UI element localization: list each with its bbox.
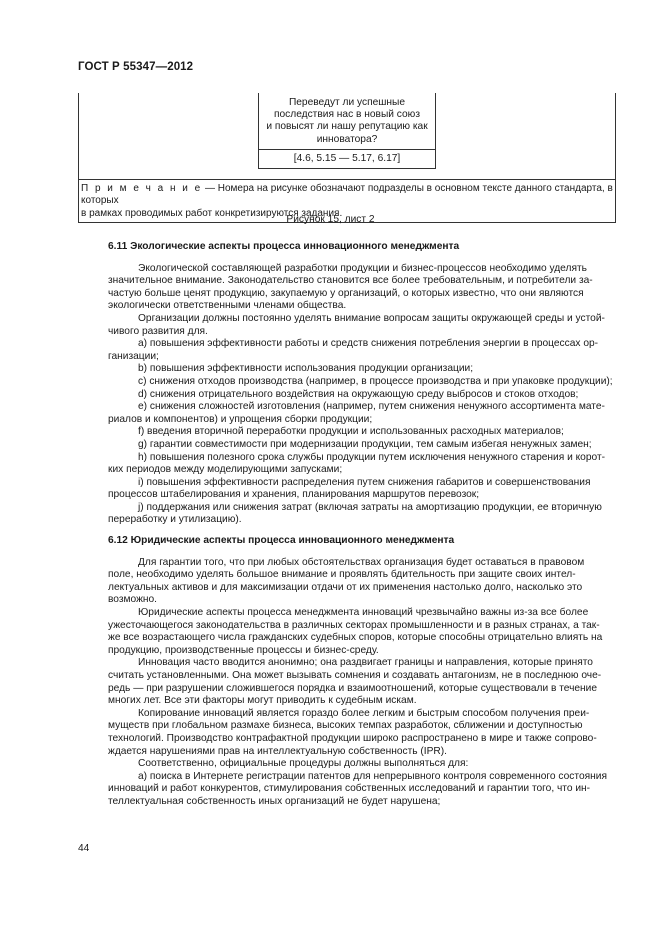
paragraph bbox=[78, 607, 614, 657]
section-heading: 6.12 Юридические аспекты процесса инновационного менеджмента bbox=[108, 535, 455, 547]
list-item bbox=[78, 452, 614, 477]
list-item bbox=[78, 477, 614, 502]
text-line: инноваций и работ конкурентов, стимулирования собственных исследований и гарантии того, что ин- bbox=[108, 783, 591, 795]
text-line: риалов и компонентов) и упрощения сборки продукции; bbox=[108, 413, 373, 425]
text-line: e) снижения сложностей изготовления (например, путем снижения ненужного ассортимента мате- bbox=[138, 401, 605, 413]
text-line: переработку и утилизацию). bbox=[108, 514, 242, 526]
text-line: теллектуальная собственность иных организаций не будет нарушена; bbox=[108, 795, 441, 807]
list-item bbox=[78, 363, 614, 376]
text-line: a) повышения эффективности работы и средств снижения потребления энергии в процессах ор- bbox=[138, 338, 599, 350]
list-item bbox=[78, 426, 614, 439]
text-line: Для гарантии того, что при любых обстоятельствах организация будет оставаться в правовом bbox=[138, 556, 585, 568]
text-line: значительное внимание. Законодательство становится все более требовательным, и потребители за- bbox=[108, 275, 593, 287]
text-line: же все возрастающего числа гражданских судебных споров, которые способны отрицательно влиять на bbox=[108, 632, 603, 644]
text-line: Инновация часто вводится анонимно; она раздвигает границы и направления, которые принято bbox=[138, 657, 593, 669]
text-line: поле, необходимо уделять большое внимание и проявлять бдительность при защите своих интел- bbox=[108, 569, 576, 581]
paragraph bbox=[78, 708, 614, 758]
paragraph bbox=[78, 263, 614, 313]
text-line: Экологической составляющей разработки продукции и бизнес-процессов необходимо уделять bbox=[138, 262, 587, 274]
text-line: Копирование инноваций является гораздо более легким и быстрым способом получения преи- bbox=[138, 707, 590, 719]
text-line: a) поиска в Интернете регистрации патентов для непрерывного контроля современного состояния bbox=[138, 770, 607, 782]
note-line: в рамках проводимых работ конкретизируются задания. bbox=[81, 207, 343, 219]
text-line: лектуальных активов и для максимизации отдачи от их применения настолько долго, насколько это bbox=[108, 581, 583, 593]
section-heading: 6.11 Экологические аспекты процесса инновационного менеджмента bbox=[108, 241, 460, 252]
decision-line: инноватора? bbox=[316, 133, 378, 145]
list-item bbox=[78, 401, 614, 426]
text-line: экологически ответственными членами общества. bbox=[108, 300, 347, 312]
text-line: b) повышения эффективности использования продукции организации; bbox=[138, 363, 474, 375]
text-line: редь — при разрушении сложившегося порядка и взаимоотношений, которые существовали в течение bbox=[108, 682, 598, 694]
text-line: Юридические аспекты процесса менеджмента инноваций чрезвычайно важны из-за все более bbox=[138, 607, 589, 619]
decision-line: Переведут ли успешные bbox=[288, 97, 406, 108]
document-code: ГОСТ Р 55347—2012 bbox=[78, 61, 194, 73]
paragraph bbox=[78, 557, 614, 607]
paragraph bbox=[78, 758, 614, 771]
paragraph bbox=[78, 313, 614, 338]
text-line: процессов штабелирования и хранения, планирования маршрутов перевозок; bbox=[108, 489, 480, 501]
text-line: g) гарантии совместимости при модернизации продукции, тем самым избегая ненужных замен; bbox=[138, 438, 592, 450]
decision-question bbox=[259, 93, 435, 149]
text-line: частую больше ценят продукцию, закупаемую у организаций, о которых известно, что они являются bbox=[108, 287, 584, 299]
decision-reference: [4.6, 5.15 — 5.17, 6.17] bbox=[259, 149, 435, 169]
text-line: муществ при глобальном размахе бизнеса, высоких темпах разработок, сближении и доступностью bbox=[108, 720, 583, 732]
text-line: чивого развития для. bbox=[108, 325, 208, 337]
note-label: П р и м е ч а н и е bbox=[81, 183, 203, 194]
decision-line: и повысят ли нашу репутацию как bbox=[266, 121, 428, 133]
text-line: j) поддержания или снижения затрат (включая затраты на амортизацию продукции, ее вторичную bbox=[138, 501, 602, 513]
text-line: возможно. bbox=[108, 594, 158, 606]
text-line: d) снижения отрицательного воздействия на окружающую среду выбросов и стоков отходов; bbox=[138, 388, 579, 400]
paragraph bbox=[78, 657, 614, 707]
text-line: многих лет. Все эти факторы могут приводить к судебным искам. bbox=[108, 695, 417, 707]
list-item bbox=[78, 439, 614, 452]
list-item bbox=[78, 389, 614, 402]
text-line: продукцию, производственные процессы и бизнес-среду. bbox=[108, 644, 379, 656]
text-line: Организации должны постоянно уделять внимание вопросам защиты окружающей среды и устой- bbox=[138, 312, 605, 324]
text-line: технологий. Производство контрафактной продукции широко распространено в мире и также сопрово- bbox=[108, 732, 597, 744]
text-line: c) снижения отходов производства (например, в процессе производства и при упаковке продукции); bbox=[138, 375, 613, 387]
text-line: ганизации; bbox=[108, 350, 159, 362]
text-line: ждается нарушениями прав на интеллектуальную собственность (IPR). bbox=[108, 745, 448, 757]
document-body bbox=[78, 241, 614, 809]
list-item bbox=[78, 771, 614, 809]
list-item bbox=[78, 502, 614, 527]
note-text: — Номера на рисунке обозначают подразделы в основном тексте данного стандарта, в которых bbox=[81, 183, 613, 207]
list-item bbox=[78, 376, 614, 389]
text-line: считать установленными. Она может вызывать сомнения и создавать антагонизм, не в последнюю оче- bbox=[108, 670, 602, 681]
text-line: Соответственно, официальные процедуры должны выполняться для: bbox=[138, 758, 469, 770]
decision-line: последствия нас в новый союз bbox=[273, 109, 420, 121]
text-line: h) повышения полезного срока службы продукции путем исключения ненужного старения и корот- bbox=[138, 451, 606, 463]
text-line: i) повышения эффективности распределения путем снижения габаритов и совершенствования bbox=[138, 476, 591, 488]
page-number: 44 bbox=[78, 843, 90, 854]
figure-caption: Рисунок 15, лист 2 bbox=[286, 214, 375, 225]
note-line bbox=[81, 183, 615, 208]
text-line: f) введения вторичной переработки продукции и использованных расходных материалов; bbox=[138, 426, 564, 438]
text-line: ких периодов между моделирующими запусками; bbox=[108, 464, 343, 476]
decision-box bbox=[258, 93, 436, 169]
list-item bbox=[78, 338, 614, 363]
text-line: ужесточающегося законодательства в различных секторах промышленности и в разных странах, а так- bbox=[108, 619, 600, 631]
